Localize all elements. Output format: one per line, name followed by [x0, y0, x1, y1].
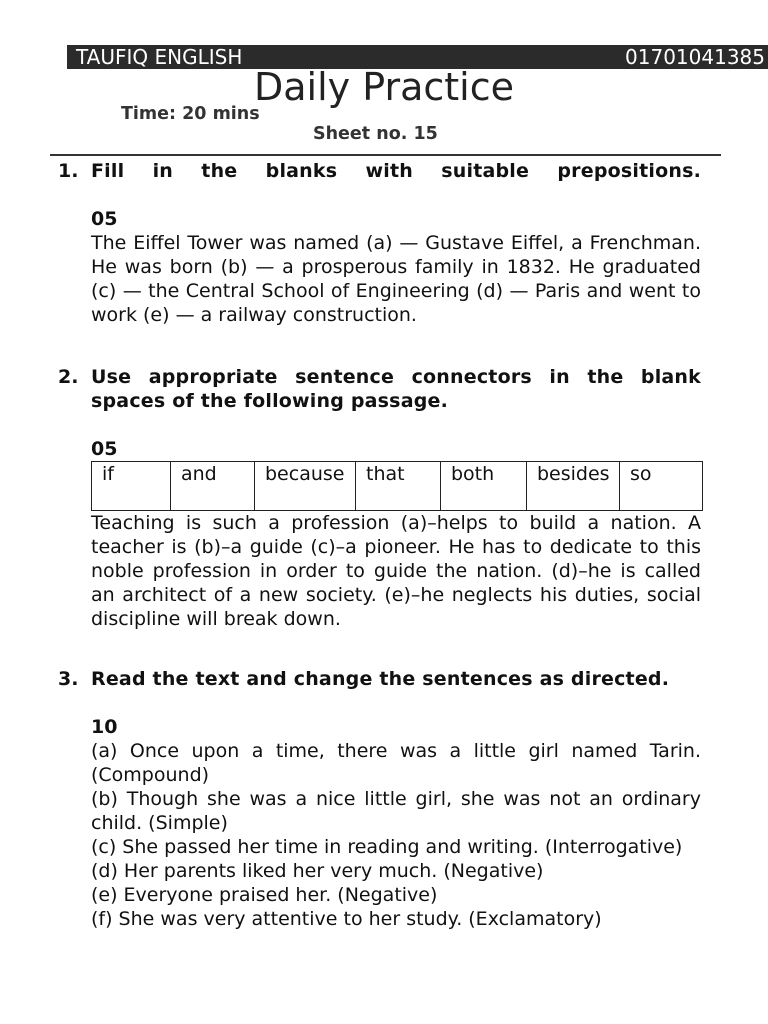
connector-cell: that	[356, 462, 441, 511]
connector-cell: because	[255, 462, 356, 511]
question-passage: The Eiffel Tower was named (a) — Gustave Eiffel, a Frenchman. He was born (b) — a prosperous family in 1832. He graduated (c) — the Central School of Engineering (d) — Paris and went to work (e) — a railway construction.	[91, 232, 701, 326]
question-number: 2.	[58, 366, 79, 388]
question-number: 3.	[58, 668, 79, 690]
question-marks: 05	[91, 438, 118, 460]
header-divider	[50, 154, 721, 156]
list-item: (c) She passed her time in reading and writing. (Interrogative)	[91, 836, 683, 858]
connector-row	[92, 462, 703, 511]
question-body	[91, 159, 701, 327]
list-item: (a) Once upon a time, there was a little girl named Tarin. (Compound)	[91, 740, 701, 786]
question-number: 1.	[58, 160, 79, 182]
question-marks: 10	[91, 716, 118, 738]
question-instruction: Read the text and change the sentences as directed.	[91, 668, 670, 690]
connector-cell: besides	[527, 462, 620, 511]
connector-cell: if	[92, 462, 171, 511]
connector-cell: and	[171, 462, 255, 511]
question-items	[91, 739, 701, 931]
connector-cell: so	[620, 462, 703, 511]
list-item: (e) Everyone praised her. (Negative)	[91, 884, 438, 906]
sheet-number: Sheet no. 15	[313, 124, 438, 144]
list-item: (b) Though she was a nice little girl, she was not an ordinary child. (Simple)	[91, 788, 701, 834]
time-limit: Time: 20 mins	[121, 104, 260, 124]
page-title: Daily Practice	[253, 65, 514, 109]
question-passage: Teaching is such a profession (a)–helps to build a nation. A teacher is (b)–a guide (c)–a pioneer. He has to dedicate to this noble profession in order to guide the nation. (d)–he is called an architect of a new society. (e)–he neglects his duties, social discipline will break down.	[91, 512, 701, 630]
phone-number: 01701041385	[625, 45, 765, 69]
connector-table	[91, 461, 703, 511]
brand-name: TAUFIQ ENGLISH	[76, 45, 243, 69]
question-body	[91, 667, 701, 931]
question-marks: 05	[91, 208, 118, 230]
question-body	[91, 365, 701, 631]
connector-cell: both	[441, 462, 527, 511]
list-item: (d) Her parents liked her very much. (Negative)	[91, 860, 544, 882]
question-instruction: Use appropriate sentence connectors in the blank spaces of the following passage.	[91, 366, 701, 412]
question-instruction: Fill in the blanks with suitable prepositions.	[91, 160, 701, 182]
list-item: (f) She was very attentive to her study. (Exclamatory)	[91, 908, 602, 930]
